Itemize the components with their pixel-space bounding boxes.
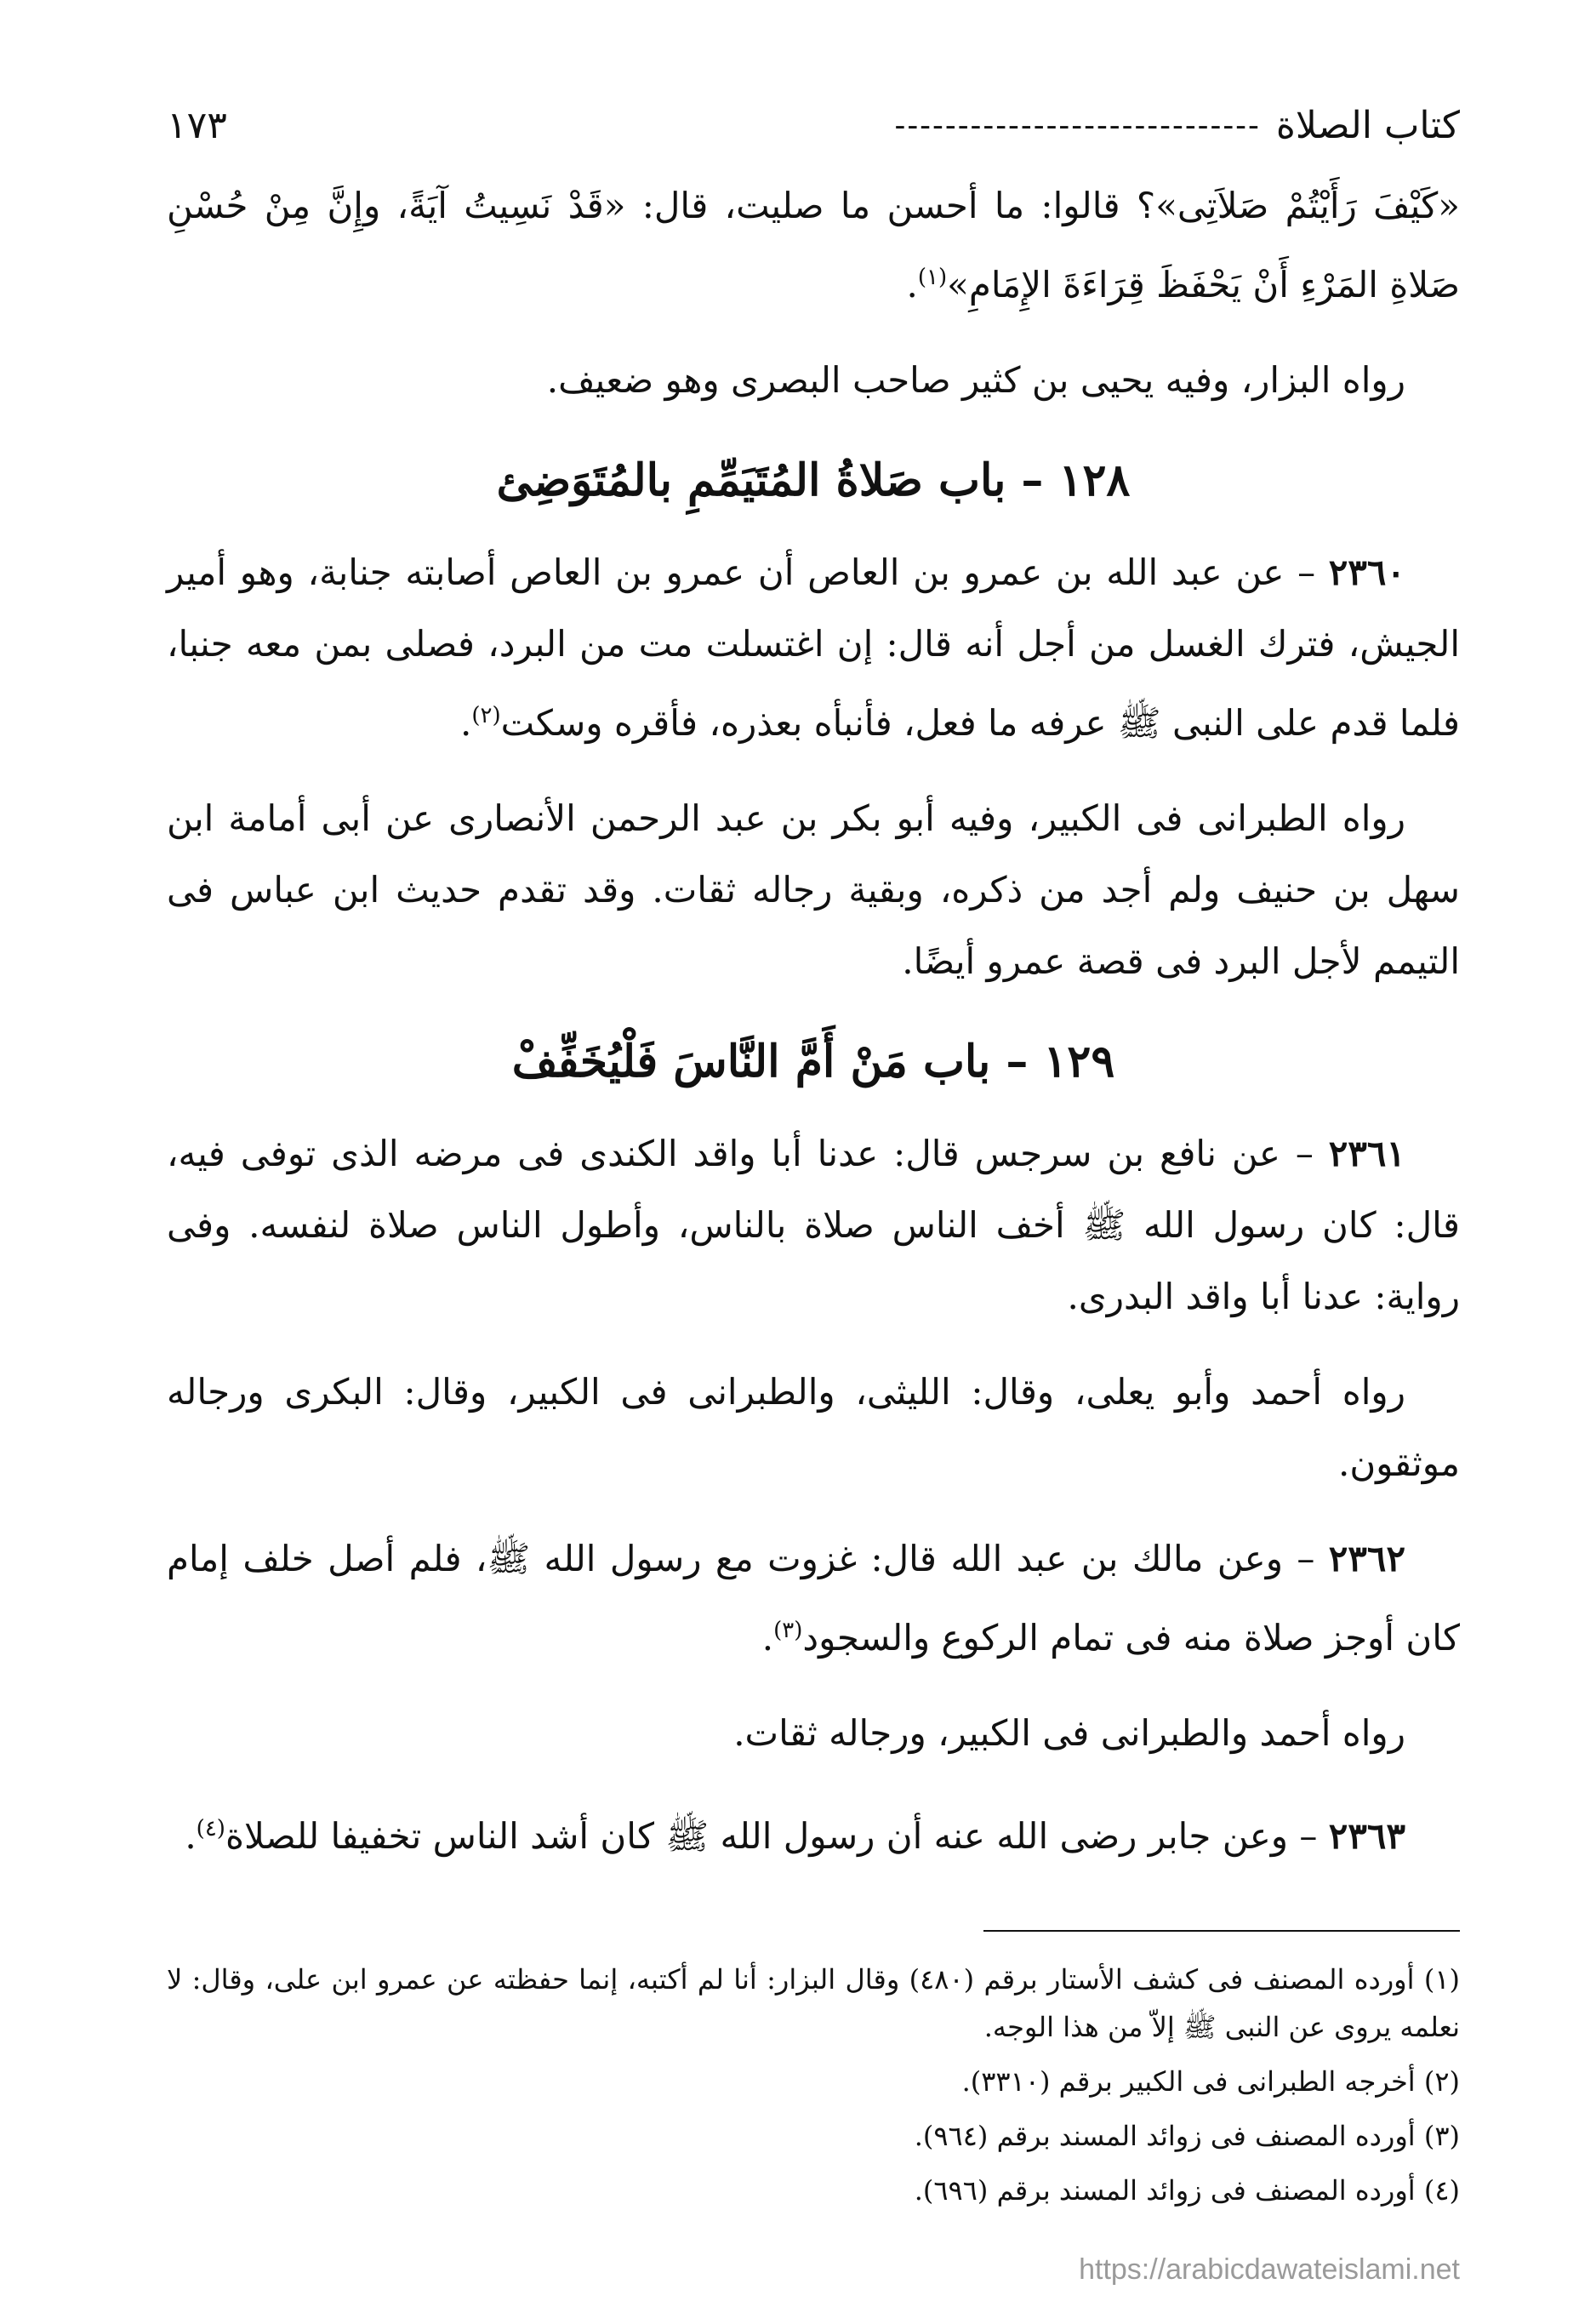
- paragraph: [167, 170, 1460, 321]
- chapter-heading: ١٢٨ – باب صَلاةُ المُتَيَمِّمِ بالمُتَوَضِئ: [496, 454, 1131, 506]
- sentence-end: .: [761, 1617, 774, 1659]
- footnotes-section: [167, 1930, 1460, 2221]
- paragraph-text: رواه الطبرانى فى الكبير، وفيه أبو بكر بن عبد الرحمن الأنصارى عن أبى أمامة ابن سهل بن حنيف ولم أجد من ذكره، وبقية رجاله ثقات. وقد تقدم حديث ابن عباس فى التيمم لأجل البرد فى قصة عمرو أيضًا.: [167, 797, 1460, 982]
- footnote-list: [167, 1956, 1460, 2214]
- paragraph-text: – وعن جابر رضى الله عنه أن رسول الله ﷺ كان أشد الناس تخفيفا للصلاة: [225, 1815, 1329, 1857]
- header-dashes: -----------------------------: [894, 106, 1261, 144]
- page-number: ١٧٣: [167, 103, 227, 147]
- paragraph-text: – وعن مالك بن عبد الله قال: غزوت مع رسول الله ﷺ، فلم أصل خلف إمام كان أوجز صلاة منه فى تمام الركوع والسجود: [167, 1538, 1460, 1659]
- paragraph-text: رواه البزار، وفيه يحيى بن كثير صاحب البصرى وهو ضعيف.: [546, 359, 1405, 401]
- paragraph: [167, 537, 1460, 759]
- footnote-item: (٣) أورده المصنف فى زوائد المسند برقم (٩٦٤).: [914, 2120, 1460, 2152]
- footnote-marker: (٤): [196, 1816, 225, 1841]
- paragraph-text: – عن عبد الله بن عمرو بن العاص أن عمرو بن العاص أصابته جنابة، وهو أمير الجيش، فترك الغسل من أجل أنه قال: إن اغتسلت مت من البرد، فصلى بمن معه جنبا، فلما قدم على النبى ﷺ عرفه ما فعل، فأنبأه بعذره، فأقره وسكت: [167, 551, 1460, 744]
- sentence-end: .: [185, 1815, 197, 1857]
- footnote-separator: [983, 1930, 1460, 1932]
- sentence-end: .: [460, 702, 472, 744]
- hadith-number: ٢٣٦٢: [1328, 1538, 1405, 1579]
- footnote-item: (٤) أورده المصنف فى زوائد المسند برقم (٦٩٦).: [914, 2174, 1460, 2207]
- page-body: [167, 170, 1460, 1896]
- footnote-item: (٢) أخرجه الطبرانى فى الكبير برقم (٣٣١٠).: [961, 2065, 1460, 2098]
- sentence-end: .: [906, 264, 918, 305]
- paragraph: [167, 783, 1460, 997]
- paragraph: [167, 1793, 1460, 1872]
- footnote-marker: (١): [917, 265, 948, 290]
- hadith-number: ٢٣٦٣: [1328, 1815, 1405, 1857]
- paragraph: [167, 1118, 1460, 1333]
- paragraph-text: رواه أحمد والطبرانى فى الكبير، ورجاله ثقات.: [733, 1712, 1405, 1754]
- footnote-item: (١) أورده المصنف فى كشف الأستار برقم (٤٨٠) وقال البزار: أنا لم أكتبه، إنما حفظته عن عمرو ابن على، وقال: لا نعلمه يروى عن النبى ﷺ إلاّ من هذا الوجه.: [167, 1963, 1461, 2043]
- chapter-title: كتاب الصلاة: [1275, 103, 1460, 147]
- paragraph: [167, 1698, 1460, 1769]
- paragraph-text: رواه أحمد وأبو يعلى، وقال: الليثى، والطبرانى فى الكبير، وقال: البكرى ورجاله موثقون.: [167, 1371, 1460, 1484]
- footnote-marker: (٣): [773, 1618, 803, 1643]
- paragraph-text: «كَيْفَ رَأَيْتُمْ صَلاَتِى»؟ قالوا: ما أحسن ما صليت، قال: «قَدْ نَسِيتُ آيَةً، وإِنَّ مِنْ حُسْنِ صَلاةِ المَرْءِ أَنْ يَحْفَظَ قِرَاءَةَ الإِمَامِ»: [167, 185, 1460, 305]
- paragraph: [167, 345, 1460, 416]
- footnote-marker: (٢): [471, 703, 501, 728]
- paragraph: [167, 1523, 1460, 1674]
- chapter-heading: ١٢٩ – باب مَنْ أَمَّ النَّاسَ فَلْيُخَفِّفْ: [511, 1036, 1115, 1088]
- hadith-number: ٢٣٦٠: [1328, 551, 1405, 593]
- hadith-number: ٢٣٦١: [1328, 1133, 1405, 1174]
- paragraph: [167, 1356, 1460, 1499]
- page-header: [167, 95, 1460, 155]
- paragraph-text: – عن نافع بن سرجس قال: عدنا أبا واقد الكندى فى مرضه الذى توفى فيه، قال: كان رسول الله ﷺ أخف الناس صلاة بالناس، وأطول الناس صلاة لنفسه. وفى رواية: عدنا أبا واقد البدرى.: [167, 1133, 1460, 1317]
- watermark-url: https://arabicdawateislami.net: [1079, 2253, 1460, 2286]
